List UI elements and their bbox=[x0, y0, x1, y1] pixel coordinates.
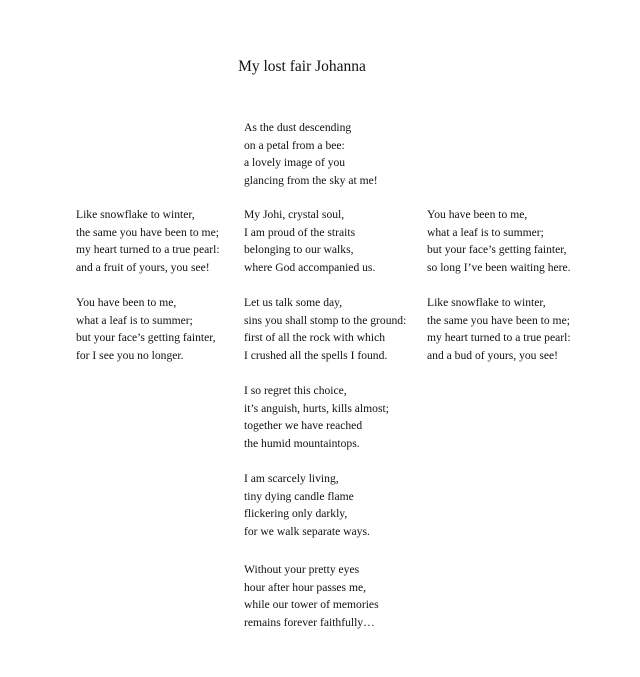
center-stanza-6 bbox=[244, 561, 379, 631]
right-stanza-2 bbox=[427, 294, 571, 364]
poem-line: but your face’s getting fainter, bbox=[427, 243, 567, 257]
poem-line: I am proud of the straits bbox=[244, 225, 356, 239]
poem-line: for I see you no longer. bbox=[76, 348, 184, 362]
center-stanza-2 bbox=[244, 206, 375, 276]
center-stanza-4 bbox=[244, 382, 389, 452]
poem-line: my heart turned to a true pearl: bbox=[427, 331, 571, 345]
poem-line: and a fruit of yours, you see! bbox=[76, 260, 210, 274]
poem-line: on a petal from a bee: bbox=[244, 138, 345, 152]
poem-line: first of all the rock with which bbox=[244, 331, 386, 345]
left-stanza-2 bbox=[76, 294, 216, 364]
poem-line: the same you have been to me; bbox=[427, 313, 570, 327]
poem-line: Let us talk some day, bbox=[244, 296, 343, 309]
poem-line: where God accompanied us. bbox=[244, 260, 376, 274]
poem-line: I am scarcely living, bbox=[244, 472, 339, 485]
poem-line: belonging to our walks, bbox=[244, 243, 354, 257]
poem-line: flickering only darkly, bbox=[244, 507, 348, 521]
poem-line: what a leaf is to summer; bbox=[427, 225, 544, 239]
poem-line: what a leaf is to summer; bbox=[76, 313, 193, 327]
poem-line: sins you shall stomp to the ground: bbox=[244, 313, 407, 327]
poem-line: Like snowflake to winter, bbox=[76, 208, 195, 221]
poem-line: a lovely image of you bbox=[244, 156, 346, 170]
poem-title: My lost fair Johanna bbox=[238, 58, 366, 75]
poem-line: tiny dying candle flame bbox=[244, 489, 354, 503]
poem-line: Without your pretty eyes bbox=[244, 563, 360, 576]
poem-line: my heart turned to a true pearl: bbox=[76, 243, 220, 257]
poem-line: but your face’s getting fainter, bbox=[76, 331, 216, 345]
poem-line: glancing from the sky at me! bbox=[244, 173, 378, 187]
poem-line: it’s anguish, hurts, kills almost; bbox=[244, 401, 389, 415]
right-stanza-1 bbox=[427, 206, 571, 276]
poem-line: You have been to me, bbox=[427, 208, 528, 221]
center-stanza-5 bbox=[244, 470, 370, 540]
poem-line: I crushed all the spells I found. bbox=[244, 348, 388, 362]
poem-line: remains forever faithfully… bbox=[244, 615, 375, 629]
poem-line: the humid mountaintops. bbox=[244, 436, 360, 450]
poem-line: hour after hour passes me, bbox=[244, 580, 367, 594]
left-stanza-1 bbox=[76, 206, 220, 276]
poem-line: together we have reached bbox=[244, 419, 363, 433]
poem-line: You have been to me, bbox=[76, 296, 177, 309]
poem-line: Like snowflake to winter, bbox=[427, 296, 546, 309]
poem-line: while our tower of memories bbox=[244, 598, 379, 612]
poem-line: the same you have been to me; bbox=[76, 225, 219, 239]
poem-line: for we walk separate ways. bbox=[244, 524, 370, 538]
poem-line: My Johi, crystal soul, bbox=[244, 208, 345, 221]
poem-line: and a bud of yours, you see! bbox=[427, 348, 559, 362]
poem-line: As the dust descending bbox=[244, 121, 352, 134]
center-stanza-1 bbox=[244, 119, 378, 189]
poem-line: I so regret this choice, bbox=[244, 384, 347, 397]
center-stanza-3 bbox=[244, 294, 406, 364]
poem-line: so long I’ve been waiting here. bbox=[427, 260, 571, 274]
